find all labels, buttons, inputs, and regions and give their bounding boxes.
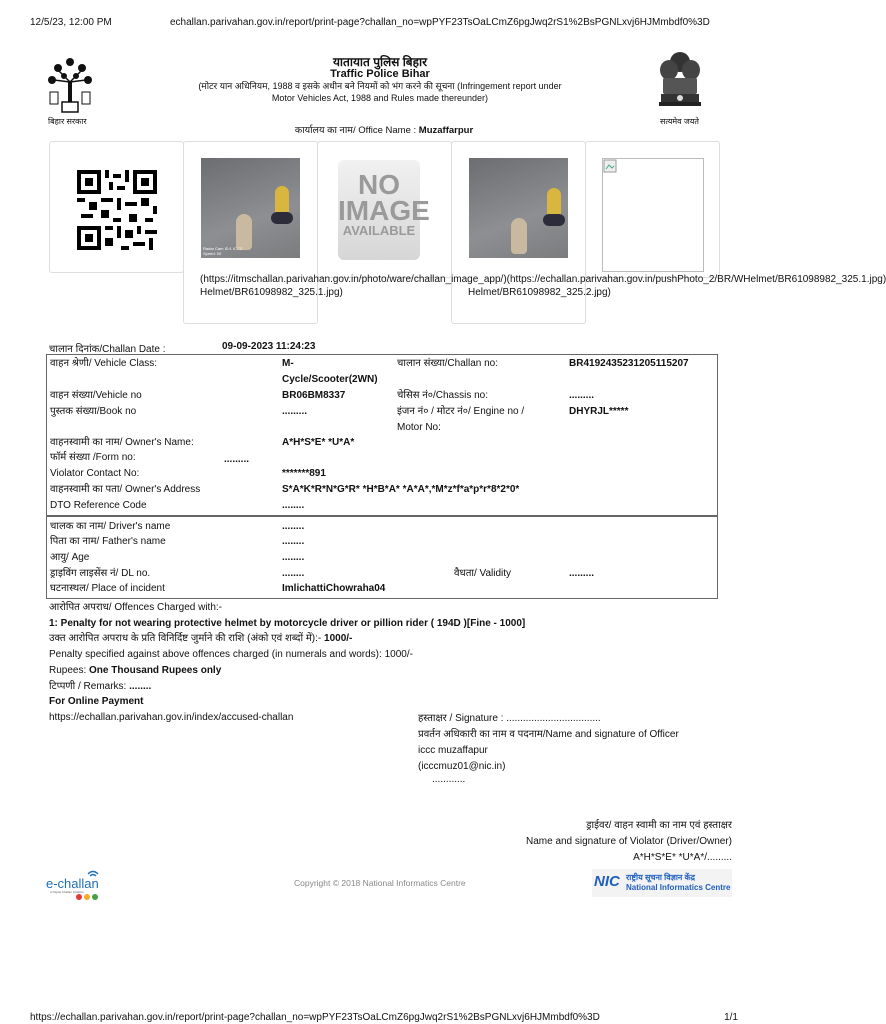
office-label: कार्यालय का नाम/ Office Name :: [294, 125, 419, 136]
satyamev-caption: सत्यमेव जयते: [660, 117, 699, 126]
no-image-placeholder: [338, 160, 430, 260]
violation-photo-1: Radar Cam ID:1 ICCC Speed: 00: [201, 158, 300, 258]
title-hindi: यातायात पुलिस बिहार: [332, 55, 428, 69]
owner-address-label: वाहनस्वामी का पता/ Owner's Address: [50, 484, 201, 495]
form-no-label: फॉर्म संख्या /Form no:: [50, 452, 136, 463]
title-block: [180, 56, 580, 104]
amount-hindi-value: 1000/-: [324, 633, 353, 644]
broken-image-icon: [603, 159, 617, 173]
echallan-logo: [46, 868, 106, 904]
online-payment-heading: For Online Payment: [49, 696, 144, 707]
office-name: [0, 123, 768, 136]
contact-value: *******891: [282, 468, 326, 479]
vehicle-class-value-2: Cycle/Scooter(2WN): [282, 374, 378, 385]
book-no-value: .........: [282, 406, 308, 417]
bihar-caption: बिहार सरकार: [48, 117, 87, 126]
copyright-text: Copyright © 2018 National Informatics Centre: [294, 878, 466, 888]
driver-name-label: चालक का नाम/ Driver's name: [50, 521, 171, 532]
owner-address-value: S*A*K*R*N*G*R* *H*B*A* *A*A*,*M*z*f*a*p*r*8*2*0*: [282, 484, 520, 495]
chassis-label: चेसिस नं०/Chassis no:: [397, 390, 489, 401]
officer-email: (icccmuz01@nic.in): [418, 761, 506, 772]
vehicle-class-value-1: M-: [282, 358, 294, 369]
signature-line: हस्ताक्षर / Signature : ..................................: [418, 713, 601, 724]
echallan-wordmark: e-challan: [46, 876, 99, 891]
nic-hindi: राष्ट्रीय सूचना विज्ञान केंद्र: [626, 873, 695, 882]
qr-code-icon: [77, 170, 157, 250]
violation-photo-2: [469, 158, 568, 258]
page-number: 1/1: [724, 1012, 738, 1023]
chassis-value: .........: [569, 390, 595, 401]
remarks-line: [49, 680, 151, 693]
office-value: Muzaffarpur: [418, 125, 474, 136]
officer-name-label: प्रवर्तन अधिकारी का नाम व पदनाम/Name and signature of Officer: [418, 729, 679, 740]
offence-item-1: 1: Penalty for not wearing protective helmet by motorcycle driver or pillion rider ( 194D )[Fine - 1000]: [49, 618, 526, 629]
nic-abbr: NIC: [594, 873, 620, 890]
no-image-card: [317, 141, 452, 278]
amount-hindi: [49, 632, 352, 645]
dl-no-value: ........: [282, 568, 305, 579]
print-url: echallan.parivahan.gov.in/report/print-page?challan_no=wpPYF23TsOaLCmZ6pgJwq2rS1%2BsPGNLxvj6HJMmbdf0%3D: [170, 17, 710, 28]
vehicle-class-label: वाहन श्रेणी/ Vehicle Class:: [50, 358, 158, 369]
engine-no-value: DHYRJL*****: [569, 406, 629, 417]
challan-date-value: 09-09-2023 11:24:23: [222, 341, 316, 352]
violator-label-hindi: ड्राईवर/ वाहन स्वामी का नाम एवं हस्ताक्षर: [586, 820, 732, 831]
validity-value: .........: [569, 568, 595, 579]
violator-value: A*H*S*E* *U*A*/.........: [633, 852, 732, 863]
father-name-label: पिता का नाम/ Father's name: [50, 536, 166, 547]
ashoka-emblem: [655, 48, 705, 117]
age-label: आयु/ Age: [50, 552, 90, 563]
qr-card: [49, 141, 184, 273]
rupees-label: Rupees:: [49, 665, 90, 676]
violator-label-english: Name and signature of Violator (Driver/Owner): [525, 836, 732, 847]
echallan-tagline: A Digital Challan Initiative: [50, 890, 84, 894]
place-label: घटनास्थल/ Place of incident: [50, 583, 165, 594]
amount-hindi-label: उक्त आरोपित अपराध के प्रति विनिर्दिष्ट जुर्माने की राशि (अंको एवं शब्दों में):-: [49, 633, 325, 644]
rupees-line: [49, 664, 221, 677]
dto-value: ........: [282, 500, 305, 511]
print-datetime: 12/5/23, 12:00 PM: [30, 17, 112, 28]
form-no-value: .........: [224, 454, 250, 465]
officer-block: [418, 711, 679, 785]
broken-image: [602, 158, 704, 272]
no-image-text: NO IMAGE: [338, 169, 430, 226]
broken-image-card: [585, 141, 720, 278]
vehicle-no-value: BR06BM8337: [282, 390, 346, 401]
offences-heading: आरोपित अपराध/ Offences Charged with:-: [49, 602, 223, 613]
challan-no-label: चालान संख्या/Challan no:: [397, 358, 499, 369]
remarks-value: ........: [129, 681, 152, 692]
subtitle-line-2: Motor Vehicles Act, 1988 and Rules made thereunder): [271, 93, 489, 103]
online-payment-link[interactable]: https://echallan.parivahan.gov.in/index/accused-challan: [49, 712, 294, 723]
available-text: AVAILABLE: [342, 223, 416, 238]
bihar-emblem: [44, 52, 104, 117]
penalty-english: Penalty specified against above offences charged (in numerals and words): 1000/-: [49, 649, 413, 660]
vehicle-no-label: वाहन संख्या/Vehicle no: [50, 390, 142, 401]
photo-links[interactable]: (https://itmschallan.parivahan.gov.in/photo/ware/challan_image_app/)(https://echallan.parivahan.gov.in/pushPhoto_2/BR/WHelmet/BR61098982_325.1.jpg): [200, 274, 886, 285]
nic-english: National Informatics Centre: [626, 883, 731, 892]
challan-date-label: चालान दिनांक/Challan Date :: [49, 344, 166, 355]
subtitle-line-1: (मोटर यान अधिनियम, 1988 व इसके अधीन बने नियमों को भंग करने की सूचना (Infringement report under: [198, 81, 562, 91]
father-name-value: ........: [282, 536, 305, 547]
validity-label: वैधता/ Validity: [454, 568, 512, 579]
age-value: ........: [282, 552, 305, 563]
owner-name-value: A*H*S*E* *U*A*: [282, 437, 355, 448]
vehicle-details-table: [46, 354, 718, 516]
rupees-value: One Thousand Rupees only: [89, 665, 222, 676]
nic-logo: [592, 869, 732, 897]
remarks-label: टिप्पणी / Remarks:: [49, 681, 130, 692]
engine-no-label-2: Motor No:: [397, 422, 441, 433]
photo-link-2-tail[interactable]: Helmet/BR61098982_325.2.jpg): [468, 287, 611, 298]
driver-details-table: [46, 516, 718, 599]
dto-label: DTO Reference Code: [50, 500, 147, 511]
contact-label: Violator Contact No:: [50, 468, 140, 479]
book-no-label: पुस्तक संख्या/Book no: [50, 406, 137, 417]
owner-name-label: वाहनस्वामी का नाम/ Owner's Name:: [50, 437, 194, 448]
driver-name-value: ........: [282, 521, 305, 532]
title-english: Traffic Police Bihar: [330, 68, 430, 80]
photo-link-1-tail[interactable]: Helmet/BR61098982_325.1.jpg): [200, 287, 343, 298]
place-value: ImlichattiChowraha04: [282, 583, 386, 594]
violator-block: [526, 818, 732, 866]
officer-name-value: iccc muzaffapur: [418, 745, 488, 756]
dl-no-label: ड्राइविंग लाइसेंस नं/ DL no.: [50, 568, 151, 579]
officer-dots: ............: [432, 774, 466, 785]
engine-no-label-1: इंजन नं० / मोटर नं०/ Engine no /: [397, 406, 525, 417]
print-footer-url: https://echallan.parivahan.gov.in/report/print-page?challan_no=wpPYF23TsOaLCmZ6pgJwq2rS1%2BsPGNLxvj6HJMmbdf0%3D: [30, 1012, 600, 1023]
challan-no-value: BR4192435231205115207: [569, 358, 689, 369]
